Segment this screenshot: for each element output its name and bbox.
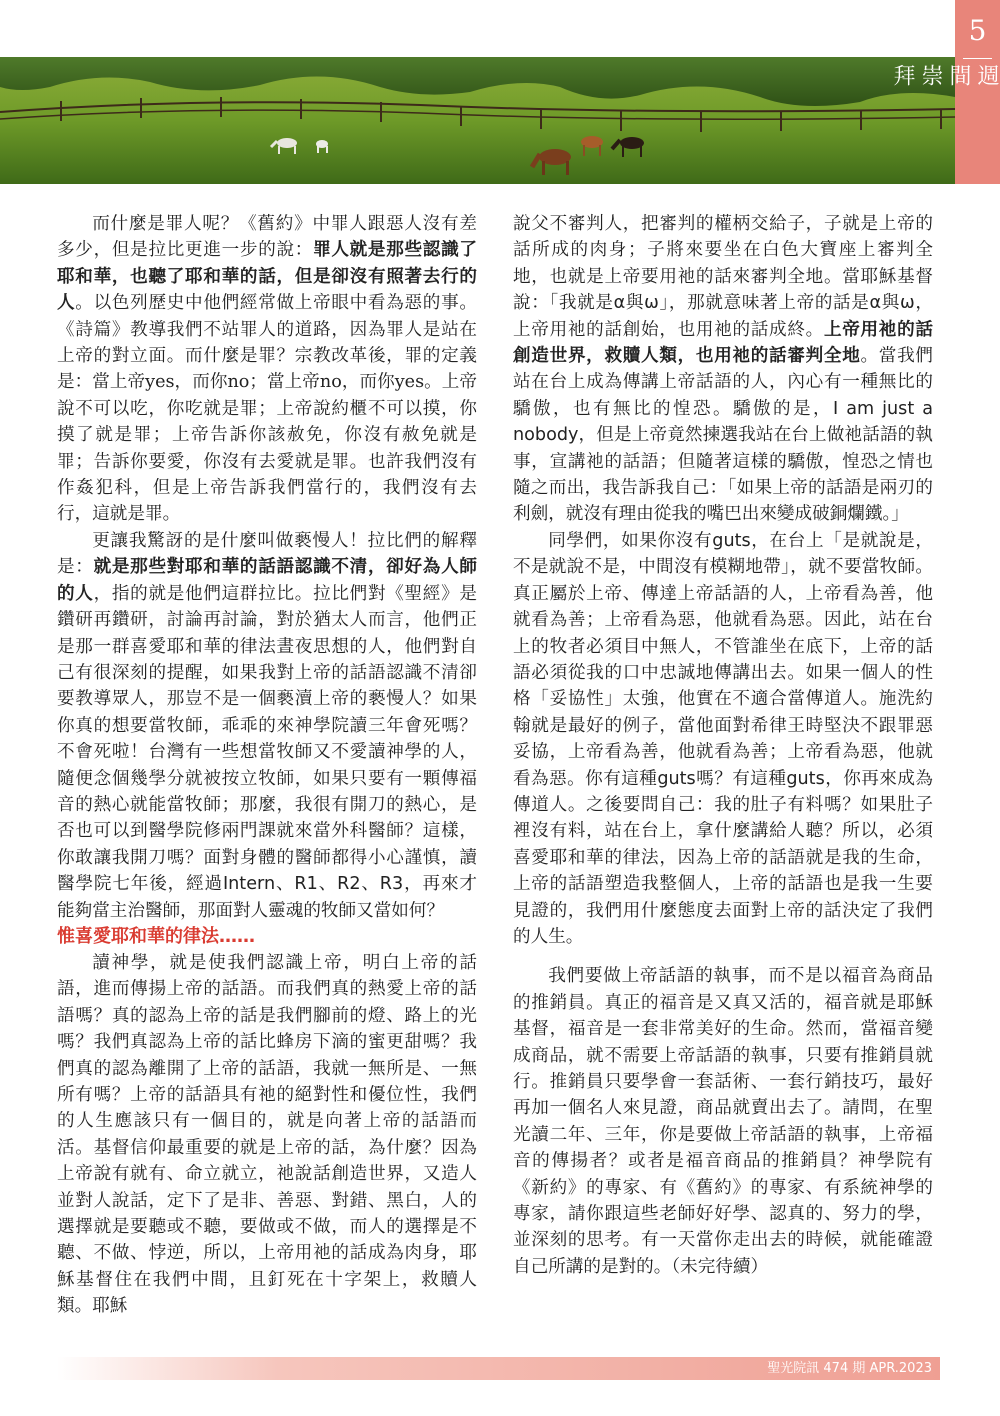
paragraph: 同學們，如果你沒有guts，在台上「是就說是，不是就說不是，中間沒有模糊地帶」，就不要當牧師。真正屬於上帝、傳達上帝話語的人，上帝看為善，他就看為善；上帝看為惡，他就看為惡。因此，站在台上的牧者必須目中無人，不管誰坐在底下，上帝的話語必須從我的口中忠誠地傳講出去。如果一個人的性格「妥協性」太強，他實在不適合當傳道人。施洗約翰就是最好的例子，當他面對希律王時堅決不跟罪惡妥協，上帝看為善，他就看為善；上帝看為惡，他就看為惡。你有這種guts嗎？有這種guts，你再來成為傳道人。之後要問自己：我的肚子有料嗎？如果肚子裡沒有料，站在台上，拿什麼講給人聽？所以，必須喜愛耶和華的律法，因為上帝的話語就是我的生命，上帝的話語塑造我整個人，上帝的話語也是我一生要見證的，我們用什麼態度去面對上帝的話決定了我們的人生。 <box>513 530 933 947</box>
section-tab <box>890 0 1000 184</box>
paragraph: 說父不審判人，把審判的權柄交給子，子就是上帝的話所成的肉身；子將來要坐在白色大寶座上審判全地，也就是上帝要用祂的話來審判全地。當耶穌基督說：「我就是α與ω」，那就意味著上帝的話是α與ω，上帝用祂的話創始，也用祂的話成終。上帝用祂的話創造世界，救贖人類，也用祂的話審判全地。當我們站在台上成為傳講上帝話語的人，內心有一種無比的驕傲，也有無比的惶恐。驕傲的是，I am just a nobody，但是上帝竟然揀選我站在台上做祂話語的執事，宣講祂的話語；但隨著這樣的驕傲，惶恐之情也隨之而出，我告訴我自己：「如果上帝的話語是兩刃的利劍，就沒有理由從我的嘴巴出來變成破銅爛鐵。」 <box>513 214 933 525</box>
footer-bar <box>57 1357 940 1380</box>
divider <box>963 58 992 59</box>
paragraph: 而什麼是罪人呢？《舊約》中罪人跟惡人沒有差多少，但是拉比更進一步的說：罪人就是那些認識了耶和華，也聽了耶和華的話，但是卻沒有照著去行的人。以色列歷史中他們經常做上帝眼中看為惡的事。《詩篇》教導我們不站罪人的道路，因為罪人是站在上帝的對立面。而什麼是罪？宗教改革後，罪的定義是：當上帝yes，而你no；當上帝no，而你yes。上帝說不可以吃，你吃就是罪；上帝說約櫃不可以摸，你摸了就是罪；上帝告訴你該赦免，你沒有赦免就是罪；告訴你要愛，你沒有去愛就是罪。也許我們沒有作姦犯科，但是上帝告訴我們當行的，我們沒有去行，這就是罪。 <box>57 214 477 525</box>
header-photo <box>0 57 955 184</box>
page-number: 5 <box>968 14 987 47</box>
footer-issue: 聖光院訊 474 期 APR.2023 <box>767 1361 932 1376</box>
right-column <box>513 211 933 1280</box>
section-label: 週 間 崇 拜 <box>890 64 999 88</box>
paragraph: 更讓我驚訝的是什麼叫做褻慢人！拉比們的解釋是：就是那些對耶和華的話語認識不清，卻好為人師的人，指的就是他們這群拉比。拉比們對《聖經》是鑽研再鑽研，討論再討論，對於猶太人而言，他們正是那一群喜愛耶和華的律法晝夜思想的人，他們對自己有很深刻的提醒，如果我對上帝的話語認識不清卻要教導眾人，那豈不是一個褻瀆上帝的褻慢人？如果你真的想要當牧師，乖乖的來神學院讀三年會死嗎？不會死啦！台灣有一些想當牧師又不愛讀神學的人，隨便念個幾學分就被按立牧師，如果只要有一顆傳福音的熱心就能當牧師；那麼，我很有開刀的熱心，是否也可以到醫學院修兩門課就來當外科醫師？這樣，你敢讓我開刀嗎？面對身體的醫師都得小心謹慎，讀醫學院七年後，經過Intern、R1、R2、R3，再來才能夠當主治醫師，那面對人靈魂的牧師又當如何？ <box>57 530 477 921</box>
left-column <box>57 211 477 1320</box>
section-heading: 惟喜愛耶和華的律法…… <box>57 925 255 947</box>
paragraph: 我們要做上帝話語的執事，而不是以福音為商品的推銷員。真正的福音是又真又活的，福音就是耶穌基督，福音是一套非常美好的生命。然而，當福音變成商品，就不需要上帝話語的執事，只要有推銷員就行。推銷員只要學會一套話術、一套行銷技巧，最好再加一個名人來見證，商品就賣出去了。請問，在聖光讀二年、三年，你是要做上帝話語的執事，上帝福音的傳揚者？或者是福音商品的推銷員？神學院有《新約》的專家、有《舊約》的專家、有系統神學的專家，請你跟這些老師好好學、認真的、努力的學，並深刻的思考。有一天當你走出去的時候，就能確證自己所講的是對的。（未完待續） <box>513 966 933 1277</box>
paragraph: 讀神學，就是使我們認識上帝，明白上帝的話語，進而傳揚上帝的話語。而我們真的熱愛上帝的話語嗎？真的認為上帝的話是我們腳前的燈、路上的光嗎？我們真認為上帝的話比蜂房下滴的蜜更甜嗎？我們真的認為離開了上帝的話語，我就一無所是、一無所有嗎？上帝的話語具有祂的絕對性和優位性，我們的人生應該只有一個目的，就是向著上帝的話語而活。基督信仰最重要的就是上帝的話，為什麼？因為上帝說有就有、命立就立，祂說話創造世界，又造人並對人說話，定下了是非、善惡、對錯、黑白，人的選擇就是要聽或不聽，要做或不做，而人的選擇是不聽、不做、悖逆，所以，上帝用祂的話成為肉身，耶穌基督住在我們中間，且釘死在十字架上，救贖人類。耶穌 <box>57 952 477 1317</box>
